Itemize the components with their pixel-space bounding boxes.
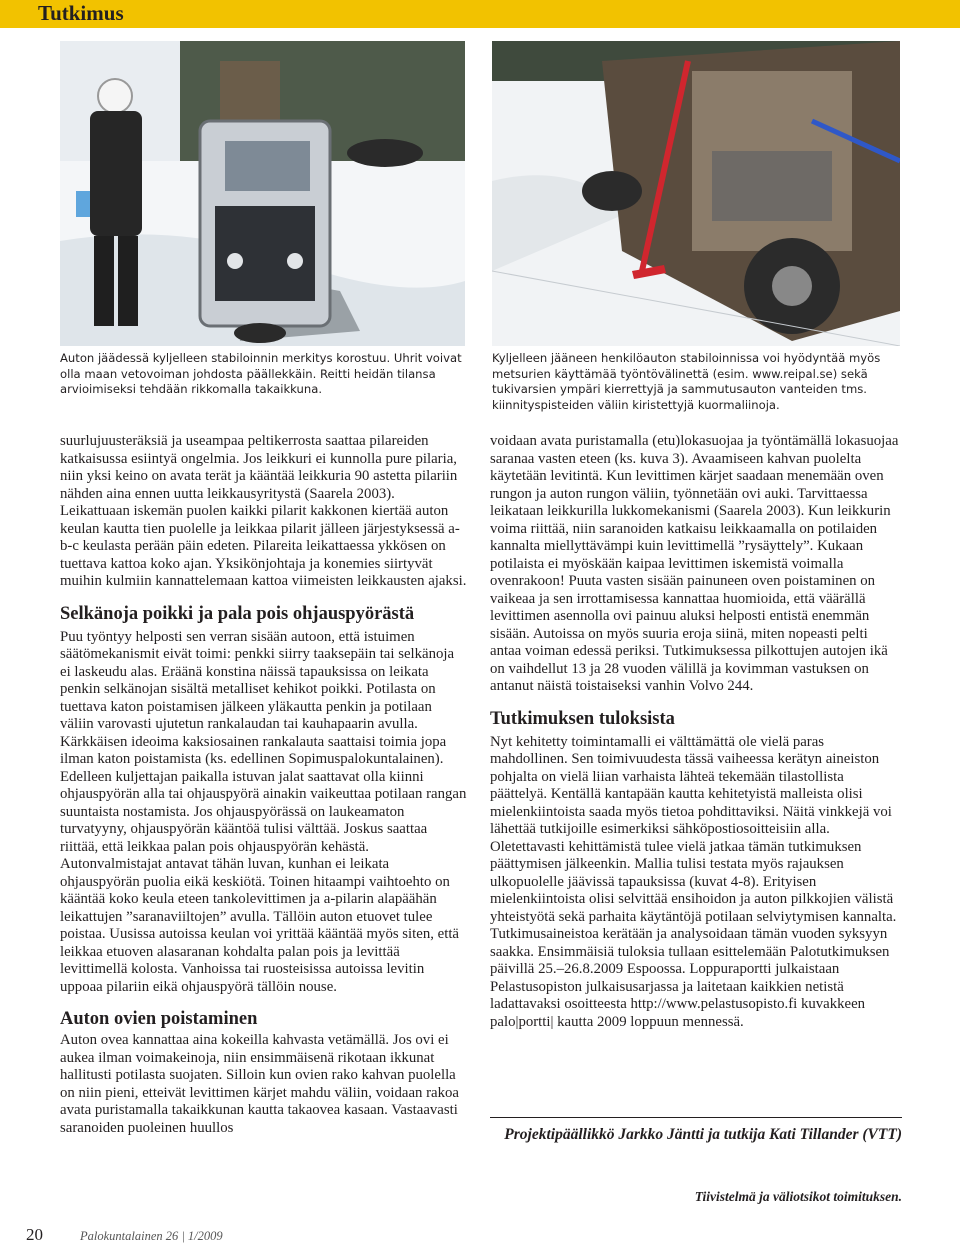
left-photo-caption: Auton jäädessä kyljelleen stabiloinnin merkitys korostuu. Uhrit voivat olla maan vetovoiman johdosta päällekkäin. Reitti heidän tilansa arvioimiseksi tehdään rikkomalla takaikkuna. <box>60 351 462 397</box>
tulokset-paragraph: Nyt kehitetty toimintamalli ei välttämättä ole vielä paras mahdollinen. Sen toimivuudesta tässä vaiheessa kerätyn aineiston pohjalta on vielä liian varhaista lähteä tekemään tilastollista päättelyä. Kentällä kantapään kautta kehitetyistä malleista olisi mielenkiintoista saada myös tietoa pohdittaviksi. Näitä vinkkejä voi lähettää tutkijoille esimerkiksi sähköpostiosoitteisiin alla. Oletettavasti kehittämistä tulee vielä jatkaa tämän tutkimuksen päättymisen jälkeenkin. Mallia tulisi testata myös rajauksen ulkopuolelle jäävissä tapauksissa (kuvat 4-8). Erityisen mielenkiintoista olisi selvittää ensihoidon ja auton pilkkojien välistä yhteistyötä sekä parhaita käytäntöjä potilaan selviytymisen kannalta. Tutkimusaineistoa kerätään ja analysoidaan tämän vuoden syksyyn saakka. Ensimmäisiä tuloksia tullaan esittelemään Palotutkimuksen päivillä 25.–26.8.2009 Espoossa. Loppuraportti julkaistaan Pelastusopiston julkaisusarjassa ja laitetaan kaikkien netistä ladattavaksi osoitteesta http://www.pelastusopisto.fi kuvakkeen palo|portti| kautta 2009 loppuun mennessä. <box>490 733 897 1030</box>
left-column <box>60 433 467 1137</box>
right-intro-paragraph: voidaan avata puristamalla (etu)lokasuojaa ja työntämällä lokasuojaa saranaa vasten eteen (ks. kuva 3). Avaamiseen kahvan puolelta käytetään levitintä. Kun levittimen kärjet saadaan menemään oven rungon ja auton rungon väliin, työnnetään ovi auki. Tarvittaessa leikataan leikkurilla lukkomekanismi (Saarela 2003). Kun leikkurin voima riittää, niin saranoiden katkaisu leikkaamalla on potilaiden kannalta miellyttävämpi kuin levittimellä ”rysäyttely”. Kukaan potilaista ei myöskään kaipaa levittimen iskemistä voimalla ovenrakoon! Puuta vasten sisään painuneen oven poistaminen on vaikeaa ja sen irrottamisessa kannattaa huomioida, että väärällä levittimen asennolla ovi painuu aluksi helposti entistä enemmän sisään. Autoissa on myös suuria eroja siinä, miten nopeasti pelti antaa voiman edessä periksi. Tutkimuksessa pilkottujen autojen ikä on vaihdellut 13 ja 28 vuoden välillä ja kovimman vastuksen on antanut näistä toistaiseksi vanhin Volvo 244. <box>490 433 899 694</box>
heading-ovien-poistaminen: Auton ovien poistaminen <box>60 1009 258 1029</box>
editor-note: Tiivistelmä ja väliotsikot toimituksen. <box>694 1189 902 1204</box>
selkanoja-paragraph: Puu työntyy helposti sen verran sisään autoon, että istuimen säätömekanismit eivät toimi: penkki siirry taaksepäin tai selkänoja ei laskeudu alas. Eräänä konstina näissä tapauksissa on leikata penkin selkänojan sisältä metalliset kehikot poikki. Potilasta on tuettava katon poistamisen jälkeen yläkautta penkin ja potilaan väliin varovasti ujutetun rankalaudan tai kauhapaarin avulla. Kärkkäisen ideoima kaksiosainen rankalauta saattaisi toimia jopa ilman katon poistamista (ks. edellinen Sopimuspalokuntalainen). Edelleen kuljettajan paikalla istuvan jalat saattavat olla kiinni ohjauspyörän alla tai ohjauspyörä ainakin vaikeuttaa potilaan rangan suuntaista nostamista. Jos ohjauspyörässä on laukeamaton turvatyyny, ohjauspyörän kääntöä tulisi välttää. Joskus saattaa riittää, että leikkaa palan pois ohjauspyörän kehästä. Autonvalmistajat antavat tähän luvan, kunhan ei leikata ohjauspyörän puolia eikä keskiötä. Toinen hitaampi vaihtoehto on kääntää koko keula eteen tankolevittimen ja a-pilarin alapäähän leikattujen ”saranaviiltojen” avulla. Tällöin auton etuovet tulee poistaa. Uusissa autoissa keulan voi yrittää kääntää myös siten, että leikkaa etuoven alasaranan kohdalta palan pois ja levittää levittimellä kolosta. Vanhoissa tai ruosteisissa autoissa levitin uppoaa pilariin eikä ohjauspyörä tällöin nouse. <box>60 628 467 995</box>
page-number: 20 <box>26 1225 43 1244</box>
author-credit: Projektipäällikkö Jarkko Jäntti ja tutkija Kati Tillander (VTT) <box>504 1126 902 1143</box>
section-header-bar <box>0 0 960 28</box>
heading-tulokset: Tutkimuksen tuloksista <box>490 708 675 729</box>
section-title: Tutkimus <box>38 1 124 25</box>
ovien-poistaminen-paragraph: Auton ovea kannattaa aina kokeilla kahvasta vetämällä. Jos ovi ei aukea ilman voimakeinoja, niin ensimmäisenä rikotaan ikkunat hallitusti potilasta suojaten. Silloin kun ovien rako kahvan puolella on niin pieni, etteivät levittimen kärjet mahdu väliin, voidaan rakoa avata puristamalla takaikkunan kautta takaovea kasaan. Vastaavasti saranoiden puoleinen huullos <box>60 1032 459 1136</box>
right-column <box>490 433 902 1031</box>
heading-selkanoja: Selkänoja poikki ja pala pois ohjauspyörästä <box>60 603 415 624</box>
car-underside-winch-photo <box>492 41 900 346</box>
right-photo-caption: Kyljelleen jääneen henkilöauton stabiloinnissa voi hyödyntää myös metsurien käyttämää työntövälinettä (esim. www.reipal.se) sekä tukivarsien ympäri kierrettyjä ja sammutusauton vanteiden tms. kiinnityspisteiden väliin kiristettyjä kuormaliinoja. <box>492 351 881 412</box>
overturned-car-photo <box>60 41 465 346</box>
left-intro-paragraph: suurlujuusteräksiä ja useampaa peltikerrosta saattaa pilareiden katkaisussa esiintyä ongelmia. Jos leikkuri ei kunnolla pure pilaria, niin yksi keino on avata terät ja kääntää leikkuria 90 astetta pilariin nähden aina ennen uutta leikkausyritystä (Saarela 2003). Leikattuaan iskemän puolen kaikki pilarit kakkonen kiertää auton keulan kautta tien puolelle ja leikkaa pilarit jälleen järjestyksessä a-b-c keulasta perään päin edeten. Pilareita leikattaessa ykkösen on tuettava kattoa koko ajan. Yksikönjohtaja ja konemies siirtyvät muihin kulmiin kannattelemaan kattoa viimeisten leikkausten ajaksi. <box>60 433 467 589</box>
author-divider <box>490 1117 902 1118</box>
magazine-issue: Palokuntalainen 26 | 1/2009 <box>80 1229 223 1243</box>
